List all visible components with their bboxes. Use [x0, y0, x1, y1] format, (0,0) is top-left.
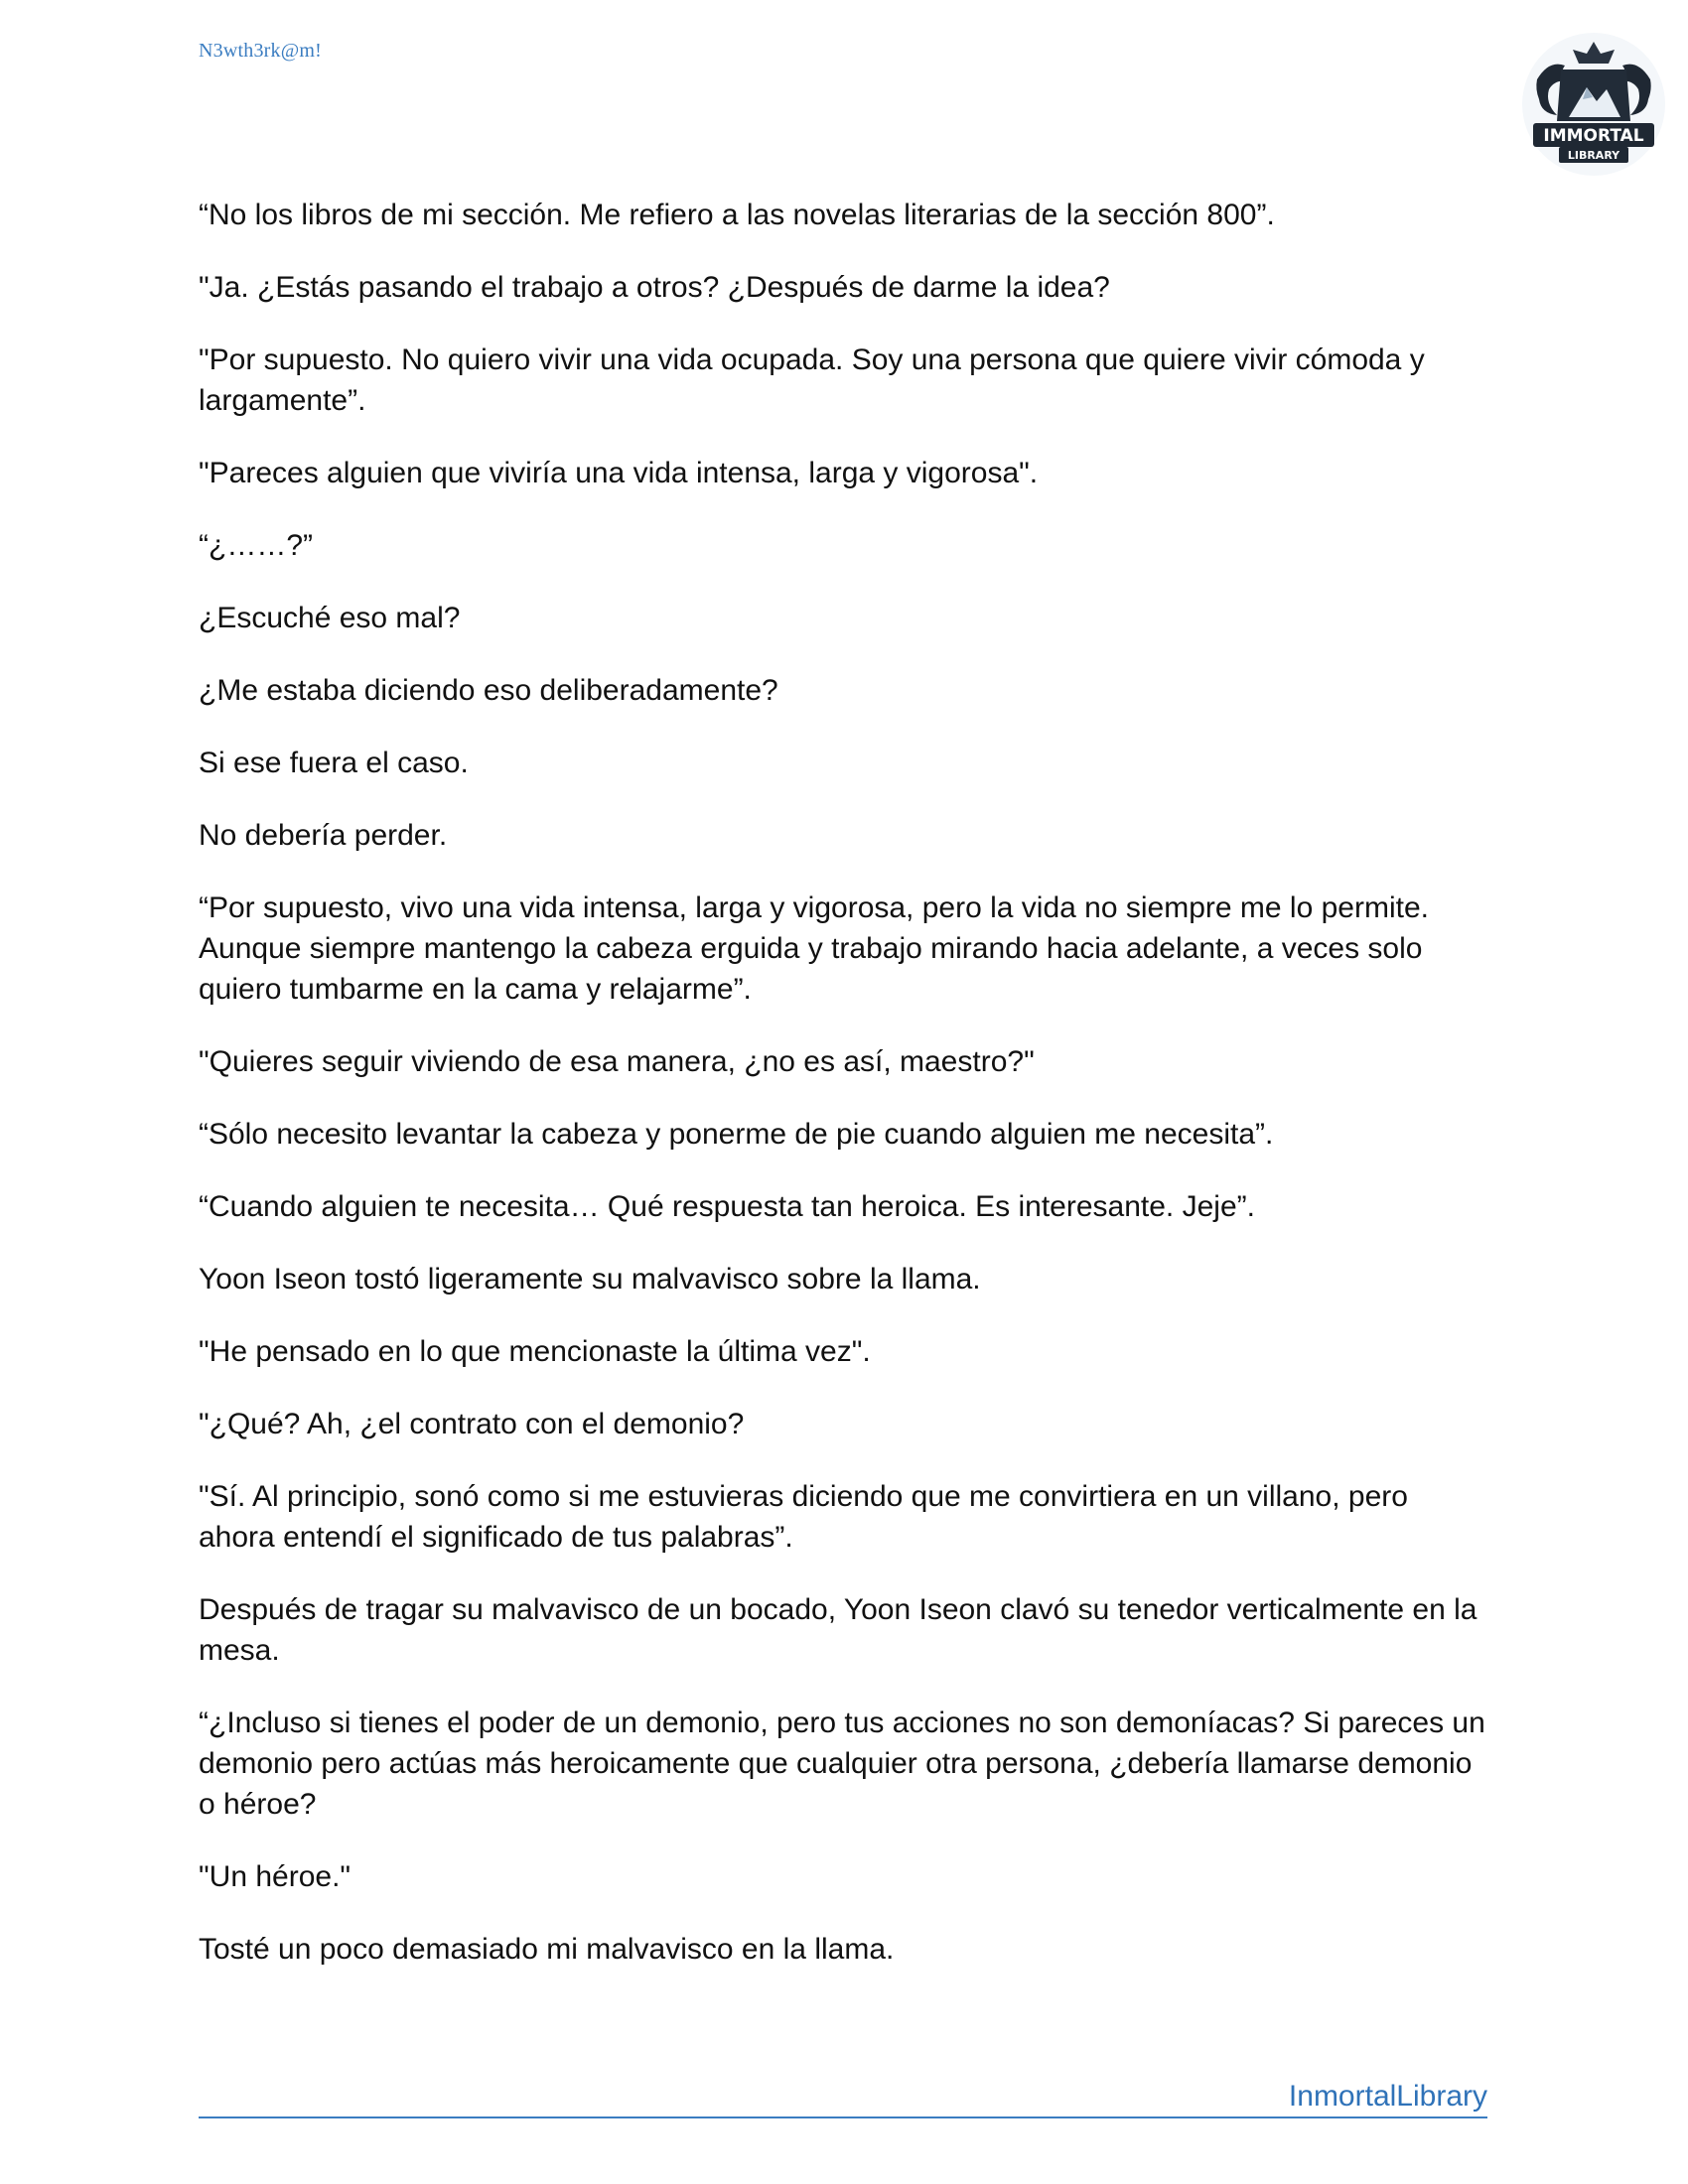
paragraph: "Por supuesto. No quiero vivir una vida ocupada. Soy una persona que quiere vivir cómoda y largamente”.: [199, 343, 1425, 417]
paragraph: “Por supuesto, vivo una vida intensa, larga y vigorosa, pero la vida no siempre me lo permite. Aunque siempre mantengo la cabeza erguida y trabajo mirando hacia adelante, a veces solo quiero tumbarme en la cama y relajarme”.: [199, 891, 1429, 1006]
paragraph: Yoon Iseon tostó ligeramente su malvavisco sobre la llama.: [199, 1263, 981, 1296]
logo-line1: IMMORTAL: [1543, 126, 1644, 146]
immortal-library-crest-icon: [1519, 30, 1668, 179]
paragraph: "Quieres seguir viviendo de esa manera, ¿no es así, maestro?": [199, 1045, 1035, 1078]
paragraph: "Ja. ¿Estás pasando el trabajo a otros? ¿Después de darme la idea?: [199, 271, 1110, 304]
paragraph: Si ese fuera el caso.: [199, 747, 469, 779]
paragraph: "¿Qué? Ah, ¿el contrato con el demonio?: [199, 1408, 745, 1440]
paragraph: “Cuando alguien te necesita… Qué respuesta tan heroica. Es interesante. Jeje”.: [199, 1190, 1255, 1223]
paragraph: “¿Incluso si tienes el poder de un demonio, pero tus acciones no son demoníacas? Si pareces un demonio pero actúas más heroicamente que cualquier otra persona, ¿debería llamarse demonio o héroe?: [199, 1706, 1485, 1821]
paragraph: ¿Escuché eso mal?: [199, 602, 461, 634]
paragraph: “¿……?”: [199, 529, 313, 562]
immortal-library-logo: [1519, 30, 1668, 179]
paragraph: "He pensado en lo que mencionaste la última vez".: [199, 1335, 871, 1368]
paragraph: "Pareces alguien que viviría una vida intensa, larga y vigorosa".: [199, 457, 1039, 489]
document-body: [199, 195, 1489, 2001]
paragraph: Tosté un poco demasiado mi malvavisco en la llama.: [199, 1933, 895, 1966]
paragraph: “No los libros de mi sección. Me refiero a las novelas literarias de la sección 800”.: [199, 199, 1275, 231]
logo-line2: LIBRARY: [1567, 149, 1620, 162]
footer-divider: [199, 2116, 1487, 2118]
paragraph: ¿Me estaba diciendo eso deliberadamente?: [199, 674, 778, 707]
paragraph: “Sólo necesito levantar la cabeza y ponerme de pie cuando alguien me necesita”.: [199, 1118, 1274, 1151]
footer-link[interactable]: InmortalLibrary: [1288, 2080, 1487, 2113]
paragraph: "Sí. Al principio, sonó como si me estuvieras diciendo que me convirtiera en un villano, pero ahora entendí el significado de tus palabras”.: [199, 1480, 1408, 1554]
paragraph: No debería perder.: [199, 819, 448, 852]
paragraph: Después de tragar su malvavisco de un bocado, Yoon Iseon clavó su tenedor verticalmente en la mesa.: [199, 1593, 1477, 1667]
paragraph: "Un héroe.": [199, 1860, 352, 1893]
header-watermark: N3wth3rk@m!: [199, 40, 322, 62]
